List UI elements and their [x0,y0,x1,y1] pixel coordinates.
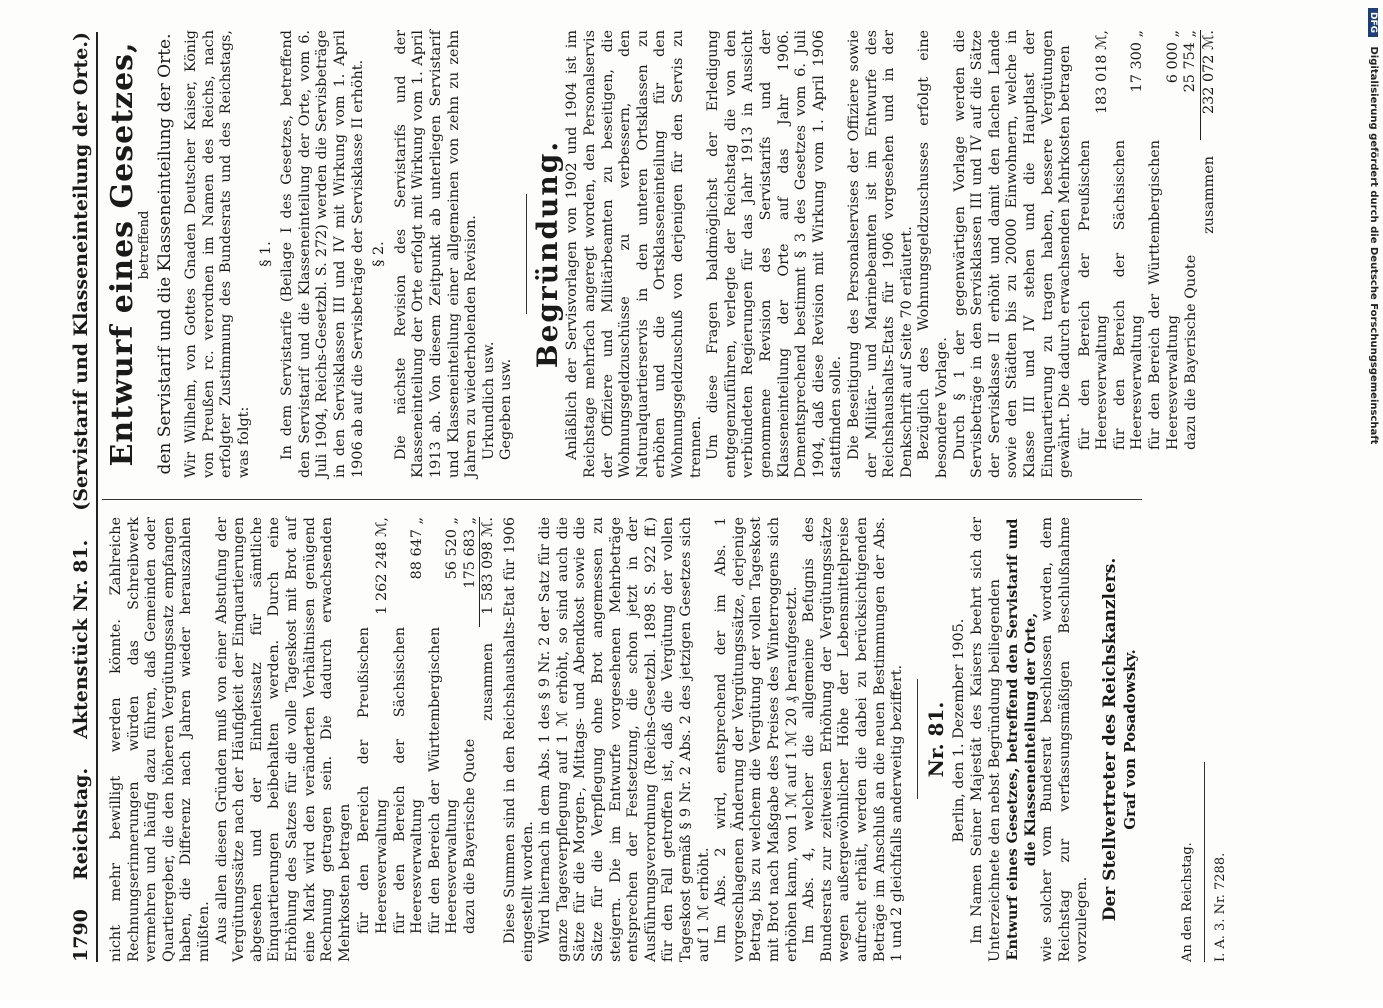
paragraph: Die Beseitigung des Personalservises der Offiziere sowie der Militär- und Marinebeamten ist im Entwurfe des Reichshaushalts-Etats für 1906 vorgesehen und in der Denkschrift auf Seite 70 erläutert. [845,30,915,478]
row-value: 175 683 „ [461,517,478,589]
bill-subject: den Servistarif und die Klasseneinteilung der Orte. [155,33,176,475]
paragraph: Durch § 1 der gegenwärtigen Vorlage werden die Servisbeträge in den Servisklassen III und IV auf die Sätze der Servisklasse II erhöht und damit den flachen Lande sowie den Städten bis zu 20000 Einwohnern, welche in Klasse III und IV stehen und die Hauptlast der Einquartierung zu tragen haben, bessere Vergütungen gewährt. Die dadurch erwachsenden Mehrkosten betragen [951,30,1074,478]
row-value: 183 018 ℳ, [1094,30,1111,115]
closing-line: Urkundlich usw. [480,341,497,460]
letter-bill-title: Entwurf eines Gesetzes, betreffend den Servistarif und die Klasseneinteilung der Orte, [1004,518,1039,961]
preamble: Wir Wilhelm, von Gottes Gnaden Deutscher Kaiser, König von Preußen rc. verordnen im Namen des Reichs, nach erfolgter Zustimmung des Bundesrats und des Reichstags, was folgt: [183,30,252,478]
cost-table-right [1077,30,1219,478]
row-value: 17 300 „ [1129,30,1146,93]
table-row [356,517,391,962]
closing-line: Gegeben usw. [498,358,515,460]
table-row [1147,30,1182,478]
letter-text: Im Namen Seiner Majestät des Kaisers beehrt sich der Unterzeichnete den nebst Begründung beiliegenden [968,517,1003,962]
row-label: für den Bereich der Preußischen Heeresverwaltung [356,627,390,934]
paragraph: Aus allen diesen Gründen muß von einer Abstufung der Vergütungssätze nach der Häufigkeit der Einquartierungen abgesehen und der Einheitssatz für sämtliche Einquartierungen beibehalten werden. Durch eine Erhöhung des Satzes für die volle Tageskost mit Brot auf eine Mark wird den veränderten Verhältnissen genügend Rechnung getragen sein. Die dadurch erwachsenden Mehrkosten betragen [213,517,353,962]
paragraph: Die nächste Revision des Servistarifs und der Klasseneinteilung der Orte erfolgt mit Wirkung vom 1. April 1913 ab. Von diesem Zeitpunkt ab unterliegen Servistarif und Klasseneinteilung einer allgemeinen von zehn zu zehn Jahren zu wiederholenden Revision. [392,30,480,478]
row-value: 232 072 ℳ. [1200,30,1218,140]
page-number: 1790 [70,909,92,962]
justification-heading: Begründung. [530,139,564,369]
row-label: zusammen [480,643,497,721]
row-value: 6 000 „ [1164,30,1181,84]
table-row [462,517,480,962]
bill-betreffend: betreffend [136,210,152,280]
row-value: 88 647 „ [409,517,426,580]
row-label: für den Bereich der Sächsischen Heeresverwaltung [391,627,426,934]
paragraph: Bezüglich des Wohnungsgeldzuschusses erfolgt eine besondere Vorlage. [916,30,950,478]
paragraph: Wird hiernach in dem Abs. 1 des § 9 Nr. 2 der Satz für die ganze Tagesverpflegung auf 1 ℳ erhöht, so sind auch die Sätze für die Morgen-, Mittags- und Abendkost sowie die Sätze für die Verpflegung ohne Brot angemessen zu steigern. Die im Entwurfe vorgesehenen Mehrbeträge entsprechen der Festsetzung, die schon jetzt in der Ausführungsverordnung (Reichs-Gesetzbl. 1898 S. 922 ff.) für den Fall getroffen ist, daß die Vergütung der vollen Tageskost gemäß § 9 Nr. 2 Abs. 2 des jetzigen Gesetzes sich auf 1 ℳ erhöht. [537,517,712,962]
row-label: für den Bereich der Württembergischen Heeresverwaltung [426,627,461,934]
table-row [392,517,427,962]
footer-reference: I. A. 3. Nr. 7288. [1213,852,1228,962]
section-number: § 2. [371,241,388,267]
table-row-total [1200,30,1218,478]
section-rule [917,680,918,800]
header-document-label: Aktenstück Nr. 81. [70,539,92,739]
dateline: Berlin, den 1. Dezember 1905. [951,618,968,843]
section-number: § 1. [257,241,274,267]
row-value: 1 583 098 ℳ. [480,517,498,627]
column-divider [102,499,1142,500]
row-label: dazu die Bayerische Quote [462,738,479,934]
row-value: 56 520 „ [444,517,461,580]
table-row [1182,30,1200,478]
row-value: 25 754 „ [1182,30,1199,93]
header-left-label: Reichstag. [70,767,92,881]
row-label: dazu die Bayerische Quote [1182,254,1199,450]
signature-title: Der Stellvertreter des Reichskanzlers. [1100,557,1121,922]
paragraph: Diese Summen sind in den Reichshaushalts-Etat für 1906 eingestellt worden. [502,517,536,962]
row-label: für den Bereich der Preußischen Heeresverwaltung [1076,140,1111,450]
paragraph: Im Abs. 4, welcher die allgemeine Befugnis des Bundesrats zur zeitweisen Erhöhung der Vergütungssätze wegen außergewöhnlicher Höhe der Lebensmittelpreise aufrecht erhält, werden die dabei zu berücksichtigenden Beträge im Anschluß an die neuen Bestimmungen der Abs. 1 und 2 gleichfalls anderweitig beziffert. [801,517,906,962]
paragraph: In dem Servistarife (Beilage I des Gesetzes, betreffend den Servistarif und die Klasseneinteilung der Orte, vom 6. Juli 1904, Reichs-Gesetzbl. S. 272) werden die Servisbeträge in den Servisklassen III und IV mit Wirkung vom 1. April 1906 ab auf die Servisbeträge der Servisklasse II erhöht. [279,30,366,478]
signature-name: Graf von Posadowsky. [1120,649,1139,830]
row-label: zusammen [1200,156,1217,234]
paragraph: Um diese Fragen baldmöglichst der Erledigung entgegenzuführen, verlegte der Reichstag die von den verbündeten Regierungen für das Jahr 1913 in Aussicht genommene Revision des Servistarifs und der Klasseneinteilung der Orte auf das Jahr 1906. Dementsprechend bestimmt § 3 des Gesetzes vom 6. Juli 1904, daß diese Revision mit Wirkung vom 1. April 1906 stattfinden solle. [705,30,845,478]
header-subject-label: (Servistarif und Klasseneinteilung der Orte.) [70,32,92,511]
dfg-logo: DFG [1368,8,1378,37]
right-column [105,30,1222,478]
paragraph: Im Abs. 2 wird, entsprechend der im Abs. 1 vorgeschlagenen Änderung der Vergütungssätze, derjenige Betrag, bis zu welchem die Vergütung der vollen Tageskost mit Brot nach Maßgabe des Preises des Winterroggens sich erhöhen kann, von 1 ℳ auf 1 ℳ 20 ₰ heraufgesetzt. [713,517,800,962]
document-number-heading: Nr. 81. [923,701,948,778]
paragraph: nicht mehr bewilligt werden könnte. Zahlreiche Rechnungserinnerungen würden das Schreibwerk vermehren und häufig dazu führen, daß Gemeinden oder Quartiergeber, die den höheren Vergütungssatz empfangen haben, die Differenz nach Jahren wieder herauszahlen müßten. [108,517,212,962]
left-column [108,517,1139,962]
footer-rule [1204,762,1205,962]
paragraph: Anläßlich der Servisvorlagen von 1902 und 1904 ist im Reichstage mehrfach angeregt worden, den Personalservis der Offiziere und Militärbeamten zu beseitigen, die Wohnungsgeldzuschüsse zu verbessern, den Naturalquartierservis in den unteren Ortsklassen zu erhöhen und die Ortsklasseneinteilung für den Wohnungsgeldzuschuß von derjenigen für den Servis zu trennen. [564,30,704,478]
footer-addressee: An den Reichstag. [1180,842,1195,962]
row-label: für den Bereich der Württembergischen Heeresverwaltung [1147,140,1181,450]
section-rule [526,194,527,314]
page-header [58,32,98,962]
digitization-text: Digitalisierung gefördert durch die Deutsche Forschungsgemeinschaft [1368,46,1379,445]
table-row-total [480,517,498,962]
bill-title: Entwurf eines Gesetzes, [105,41,140,467]
digitization-note [1359,8,1379,1008]
cost-table-left [356,517,498,962]
table-row [1112,30,1147,478]
table-row [1077,30,1112,478]
row-label: für den Bereich der Sächsischen Heeresverwaltung [1111,140,1146,450]
row-value: 1 262 248 ℳ, [373,517,390,615]
table-row [427,517,462,962]
footer [1180,517,1229,962]
letter-end: wie solcher vom Bundesrat beschlossen worden, dem Reichstag zur verfassungsmäßigen Beschlußnahme vorzulegen. [1039,517,1091,962]
